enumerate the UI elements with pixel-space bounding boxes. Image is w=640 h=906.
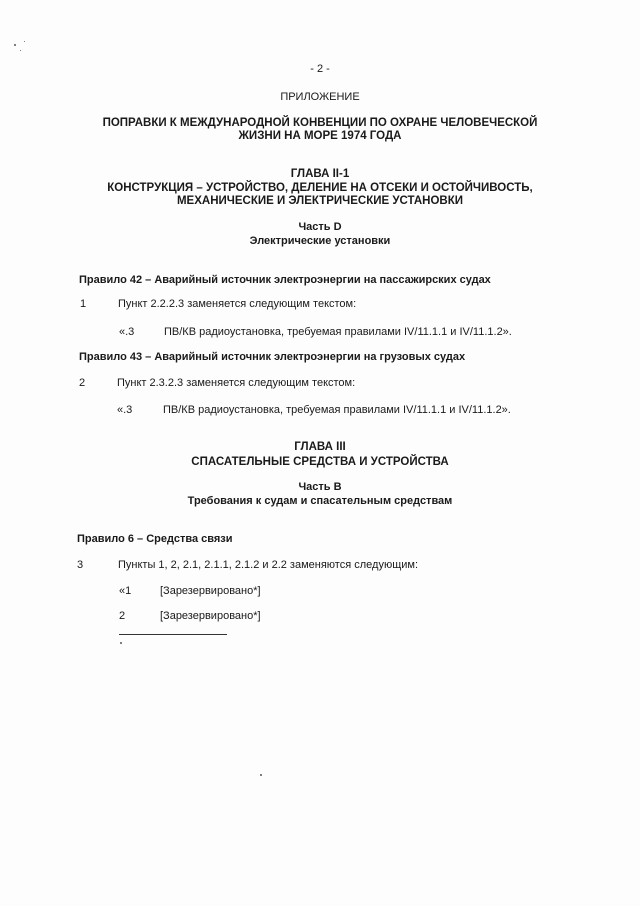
chapter1-label: ГЛАВА II-1 [290, 168, 350, 180]
chapter1-part-label: Часть D [298, 221, 342, 233]
rule6-item-number: 3 [77, 559, 84, 571]
rule6-item-text: Пункты 1, 2, 2.1, 2.1.1, 2.1.2 и 2.2 заменяются следующим: [118, 559, 419, 571]
rule43-item-number: 2 [79, 377, 86, 389]
page-number: - 2 - [310, 63, 330, 75]
chapter1-title-line2: МЕХАНИЧЕСКИЕ И ЭЛЕКТРИЧЕСКИЕ УСТАНОВКИ [176, 195, 464, 207]
main-title-line2: ЖИЗНИ НА МОРЕ 1974 ГОДА [238, 130, 402, 142]
scan-speck [14, 44, 16, 46]
chapter3-part-label: Часть В [298, 481, 342, 493]
chapter3-part-title: Требования к судам и спасательным средствам [187, 495, 453, 507]
rule43-sub-number: «.3 [117, 404, 133, 416]
rule42-sub-number: «.3 [119, 326, 135, 338]
rule43-sub-text: ПВ/КВ радиоустановка, требуемая правилами IV/11.1.1 и IV/11.1.2». [163, 404, 511, 416]
chapter3-label: ГЛАВА III [294, 441, 346, 453]
chapter1-title-line1: КОНСТРУКЦИЯ – УСТРОЙСТВО, ДЕЛЕНИЕ НА ОТСЕКИ И ОСТОЙЧИВОСТЬ, [107, 182, 533, 194]
rule43-heading: Правило 43 – Аварийный источник электроэнергии на грузовых судах [79, 351, 466, 363]
rule42-item-text: Пункт 2.2.2.3 заменяется следующим текстом: [118, 298, 357, 310]
annex-label: ПРИЛОЖЕНИЕ [280, 91, 360, 103]
rule42-sub-text: ПВ/КВ радиоустановка, требуемая правилами IV/11.1.1 и IV/11.1.2». [164, 326, 512, 338]
rule6-sub2-number: 2 [119, 610, 126, 622]
rule6-heading: Правило 6 – Средства связи [77, 533, 233, 545]
rule6-sub1-text: [Зарезервировано*] [160, 585, 261, 597]
rule6-sub2-text: [Зарезервировано*] [160, 610, 261, 622]
rule6-sub1-number: «1 [119, 585, 132, 597]
rule42-item-number: 1 [80, 298, 87, 310]
rule43-item-text: Пункт 2.3.2.3 заменяется следующим текстом: [117, 377, 356, 389]
rule42-heading: Правило 42 – Аварийный источник электроэнергии на пассажирских судах [79, 274, 491, 286]
footnote-separator [119, 634, 227, 635]
scan-speck [24, 41, 25, 42]
main-title-line1: ПОПРАВКИ К МЕЖДУНАРОДНОЙ КОНВЕНЦИИ ПО ОХРАНЕ ЧЕЛОВЕЧЕСКОЙ [102, 117, 538, 129]
scan-speck [20, 50, 21, 51]
scan-speck [260, 774, 262, 776]
chapter3-title: СПАСАТЕЛЬНЫЕ СРЕДСТВА И УСТРОЙСТВА [191, 456, 449, 468]
scan-speck [120, 642, 122, 644]
chapter1-part-title: Электрические установки [249, 235, 391, 247]
